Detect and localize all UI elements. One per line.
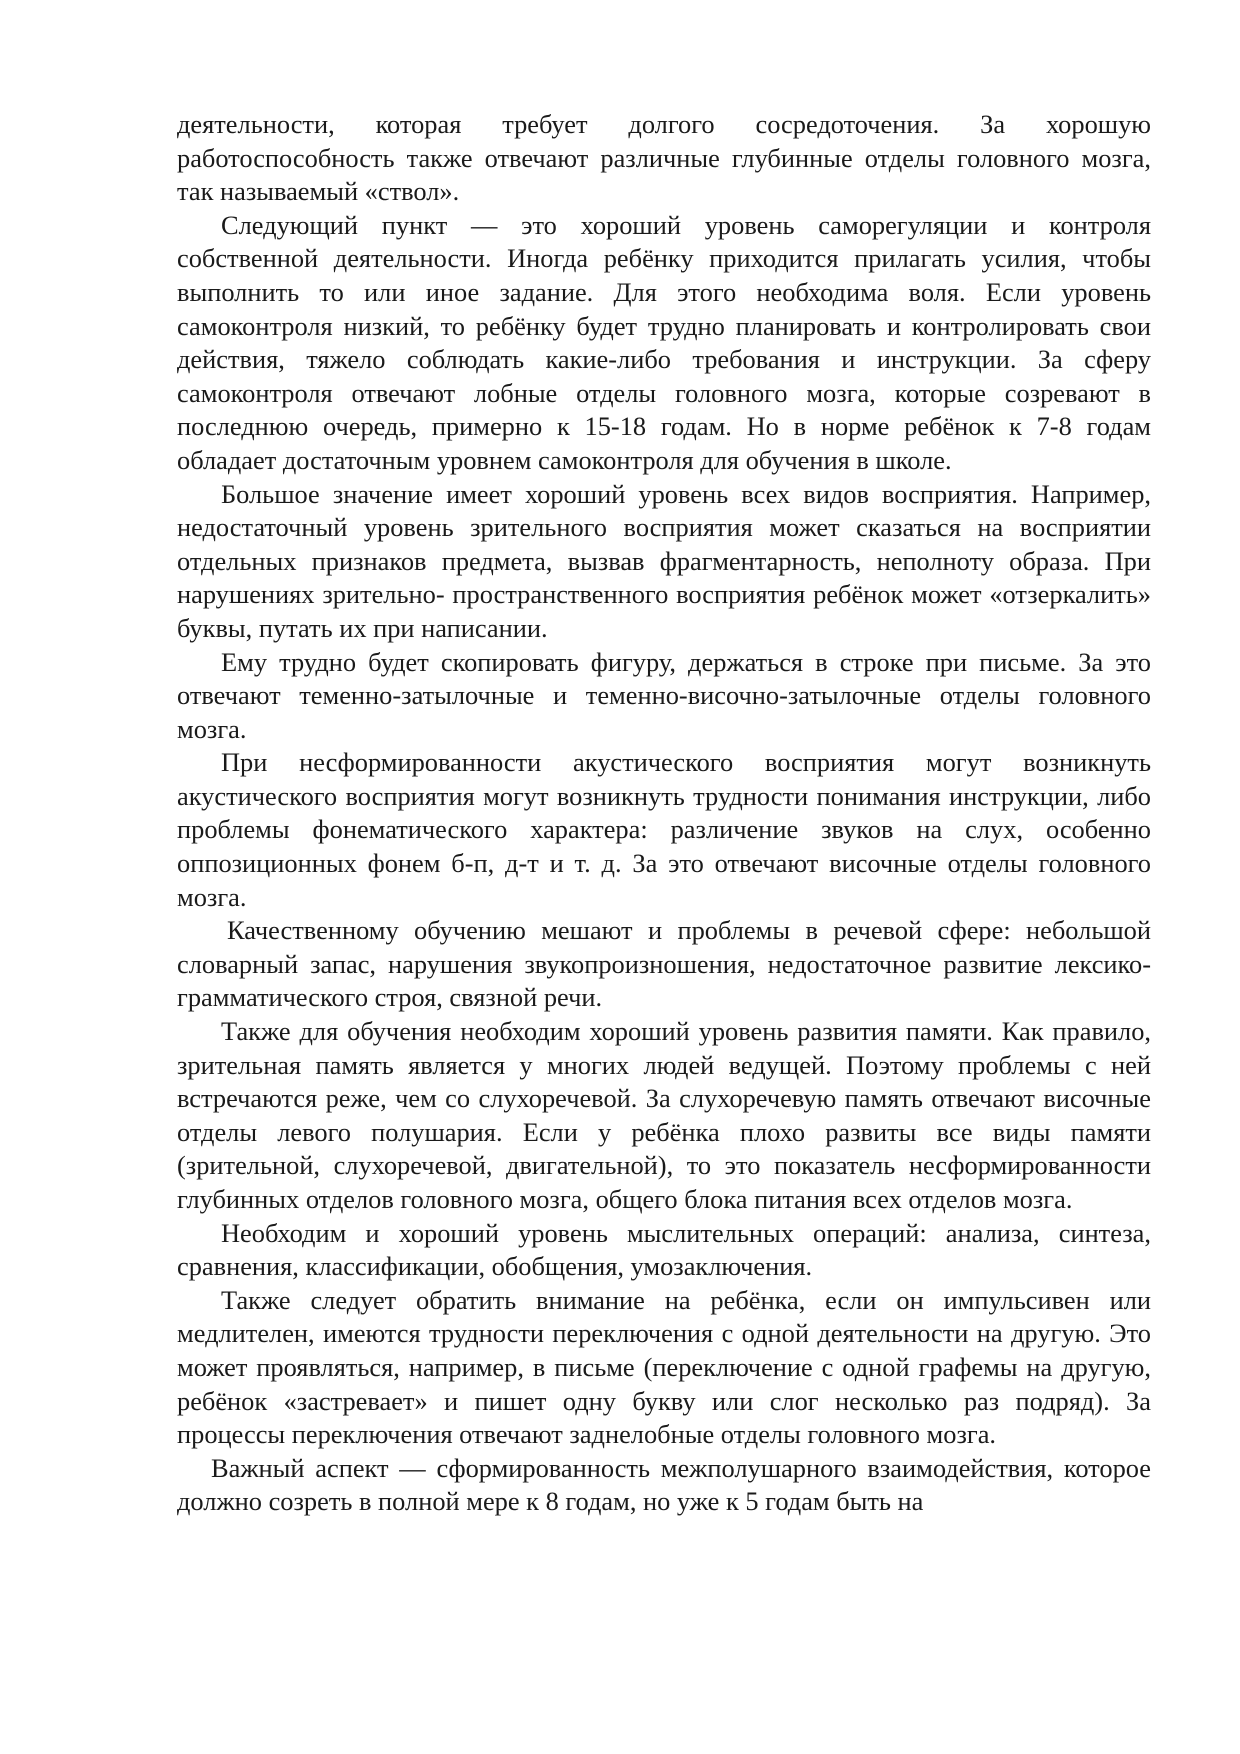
paragraph-6: Качественному обучению мешают и проблемы в речевой сфере: небольшой словарный запас, нарушения звукопроизношения, недостаточное развитие лексико-грамматического строя, связной речи. bbox=[177, 915, 1151, 1013]
document-page bbox=[177, 108, 1151, 1519]
paragraph-5: При несформированности акустического восприятия могут возникнуть акустического восприятия могут возникнуть трудности понимания инструкции, либо проблемы фонематического характера: различение звуков на слух, особенно оппозиционных фонем б-п, д-т и т. д. За это отвечают височные отделы головного мозга. bbox=[177, 747, 1151, 912]
paragraph-4: Ему трудно будет скопировать фигуру, держаться в строке при письме. За это отвечают теменно-затылочные и теменно-височно-затылочные отделы головного мозга. bbox=[177, 646, 1151, 744]
paragraph-10: Важный аспект — сформированность межполушарного взаимодействия, которое должно созреть в полной мере к 8 годам, но уже к 5 годам быть на bbox=[177, 1452, 1151, 1517]
paragraph-8: Необходим и хороший уровень мыслительных операций: анализа, синтеза, сравнения, классификации, обобщения, умозаключения. bbox=[177, 1217, 1151, 1282]
paragraph-1: деятельности, которая требует долгого сосредоточения. За хорошую работоспособность также отвечают различные глубинные отделы головного мозга, так называемый «ствол». bbox=[177, 109, 1151, 207]
paragraph-2: Следующий пункт — это хороший уровень саморегуляции и контроля собственной деятельности. Иногда ребёнку приходится прилагать усилия, чтобы выполнить то или иное задание. Для этого необходима воля. Если уровень самоконтроля низкий, то ребёнку будет трудно планировать и контролировать свои действия, тяжело соблюдать какие-либо требования и инструкции. За сферу самоконтроля отвечают лобные отделы головного мозга, которые созревают в последнюю очередь, примерно к 15-18 годам. Но в норме ребёнок к 7-8 годам обладает достаточным уровнем самоконтроля для обучения в школе. bbox=[177, 209, 1151, 475]
paragraph-3: Большое значение имеет хороший уровень всех видов восприятия. Например, недостаточный уровень зрительного восприятия может сказаться на восприятии отдельных признаков предмета, вызвав фрагментарность, неполноту образа. При нарушениях зрительно- пространственного восприятия ребёнок может «отзеркалить» буквы, путать их при написании. bbox=[177, 478, 1151, 643]
paragraph-7: Также для обучения необходим хороший уровень развития памяти. Как правило, зрительная память является у многих людей ведущей. Поэтому проблемы с ней встречаются реже, чем со слухоречевой. За слухоречевую память отвечают височные отделы левого полушария. Если у ребёнка плохо развиты все виды памяти (зрительной, слухоречевой, двигательной), то это показатель несформированности глубинных отделов головного мозга, общего блока питания всех отделов мозга. bbox=[177, 1016, 1151, 1214]
paragraph-9: Также следует обратить внимание на ребёнка, если он импульсивен или медлителен, имеются трудности переключения с одной деятельности на другую. Это может проявляться, например, в письме (переключение с одной графемы на другую, ребёнок «застревает» и пишет одну букву или слог несколько раз подряд). За процессы переключения отвечают заднелобные отделы головного мозга. bbox=[177, 1284, 1151, 1450]
